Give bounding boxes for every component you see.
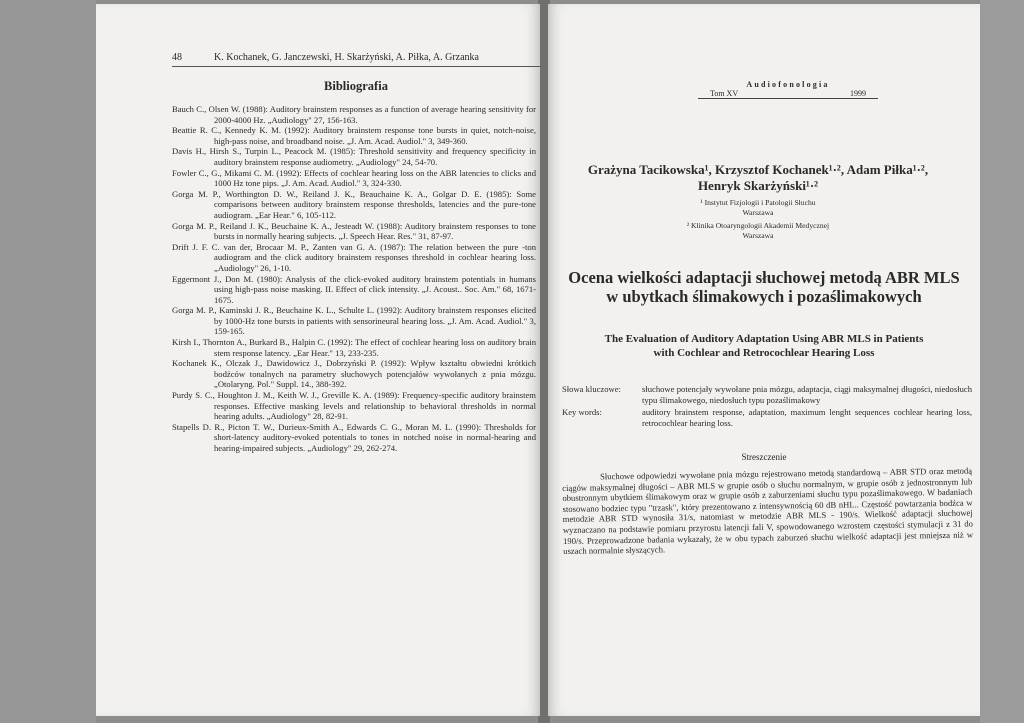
abstract-heading: Streszczenie — [741, 452, 787, 462]
keywords-pl-text: słuchowe potencjały wywołane pnia mózgu, adaptacja, ciągi maksymalnej długości, niedosłuch typu ślimakowego, niedosłuch typu pozaślimakowy — [642, 384, 972, 405]
title-pl-line-2: w ubytkach ślimakowych i pozaślimakowych — [606, 287, 922, 306]
left-page — [96, 4, 540, 716]
article-title-english — [548, 332, 980, 360]
title-en-line-1: The Evaluation of Auditory Adaptation Using ABR MLS in Patients — [604, 333, 924, 345]
abstract-text: Słuchowe odpowiedzi wywołane pnia mózgu rejestrowano metodą standardową – ABR STD oraz metodą ciągów maksymalnej długości – ABR MLS w grupie osób o słuchu normalnym, w grupie osób z jednostronnym lub obustronnym ubytkiem ślimakowym oraz w grupie osób z zaburzeniami słuchu typu pozaślimakowego. W badaniach stosowano bodziec typu "trzask", który prezentowano z intensywnością 60 dB nHL.. Częstość powtarzania bodźca w metodzie ABR STD wynosiła 31/s, natomiast w metodzie ABR MLS - 190/s. Wielkość adaptacji słuchowej wyznaczano na podstawie pomiaru przyrostu latencji fali V, spowodowanego wzrostem częstości stymulacji z 31 do 190/s. Przeprowadzone badania wykazały, że w obu typach zaburzeń słuchu wielkość adaptacji jest mniejsza niż w uszach normalnie słyszących. — [562, 465, 974, 557]
journal-volume-line — [698, 89, 878, 99]
bibliography-title: Bibliografia — [324, 79, 388, 93]
reference-item: Gorga M. P., Reiland J. K., Beuchaine K. A., Jesteadt W. (1988): Auditory brainstem responses to tone bursts in normally hearing subjects. „J. Speech Hear. Res." 31, 87-97. — [172, 220, 536, 242]
keywords-en-label: Key words: — [562, 407, 602, 418]
reference-item: Stapells D. R., Picton T. W., Durieux-Smith A., Edwards C. G., Moran M. L. (1990): Thresholds for short-latency auditory-evoked potentials to tones in notched noise in normal-hearing and hearing-impaired subjects. „Audiology" 29, 262-274. — [172, 421, 536, 453]
keywords-en-text: auditory brainstem response, adaptation, maximum lenght sequences cochlear hearing loss, retrocochlear hearing loss. — [642, 407, 972, 428]
reference-item: Fowler C., G., Mikami C. M. (1992): Effects of cochlear hearing loss on the ABR latencies to clicks and 1000 Hz tone pips. „J. Am. Acad. Audiol." 3, 324-330. — [172, 167, 536, 189]
reference-item: Eggermont J., Don M. (1980): Analysis of the click-evoked auditory brainstem potentials in humans using high-pass noise masking. II. Effect of click intensity. „J. Acoust.. Soc. Am." 68, 1671-1675. — [172, 273, 536, 305]
running-header-authors: K. Kochanek, G. Janczewski, H. Skarżyński, A. Piłka, A. Grzanka — [214, 52, 479, 63]
affiliation-1-name: ¹ Instytut Fizjologii i Patologii Słuchu — [700, 198, 816, 207]
keywords-block — [562, 384, 972, 428]
affiliation-2-name: ² Klinika Otoaryngologii Akademii Medycznej — [686, 221, 830, 231]
journal-year: 1999 — [850, 89, 866, 98]
article-title-polish — [548, 268, 980, 306]
scan-background-right — [980, 0, 1024, 723]
authors-line-1: Grażyna Tacikowska¹, Krzysztof Kochanek¹·², Adam Piłka¹·², — [587, 162, 929, 177]
journal-name: Audiofonologia — [746, 80, 830, 89]
keywords-polish — [562, 384, 972, 405]
reference-item: Davis H., Hirsh S., Turpin L., Peacock M. (1985): Threshold sensitivity and frequency specificity in auditory brainstem response audiometry. „Audiology" 24, 54-70. — [172, 146, 536, 167]
authors-line-2: Henryk Skarżyński¹·² — [697, 178, 819, 193]
journal-volume: Tom XV — [710, 89, 739, 98]
affiliation-2-city: Warszawa — [742, 230, 774, 240]
title-en-line-2: with Cochlear and Retrocochlear Hearing Loss — [653, 347, 875, 359]
right-page — [548, 4, 980, 716]
article-authors — [568, 162, 948, 194]
reference-item: Gorga M. P., Worthington D. W., Reiland J. K., Beauchaine K. A., Golgar D. E. (1985): Some comparisons between auditory brainstem response thresholds, latencies and the pure-tone audiogram. „Ear Hear." 6, 105-112. — [172, 188, 536, 220]
keywords-pl-label: Słowa kluczowe: — [562, 384, 621, 394]
affiliations — [608, 198, 908, 240]
reference-item: Kirsh I., Thornton A., Burkard B., Halpin C. (1992): The effect of cochlear hearing loss on auditory brain stem response latency. „Ear Hear." 13, 233-235. — [172, 337, 536, 358]
page-number: 48 — [172, 52, 182, 63]
running-header — [172, 52, 540, 67]
title-pl-line-1: Ocena wielkości adaptacji słuchowej metodą ABR MLS — [568, 268, 960, 287]
reference-item: Drift J. F. C. van der, Brocaar M. P., Zanten van G. A. (1987): The relation between the pure -ton audiogram and the click auditory brainstem responses threshold in cochlear hearing loss. „Audiology" 26, 1-10. — [172, 241, 536, 273]
reference-item: Gorga M. P., Kaminski J. R., Beuchaine K. L., Schulte L. (1992): Auditory brainstem responses elicited by 1000-Hz tone bursts in patients with sensorineural hearing loss. „J. Am. Acad. Audiol." 3, 159-165. — [172, 305, 536, 337]
reference-item: Beattie R. C., Kennedy K. M. (1992): Auditory brainstem response tone bursts in quiet, notch-noise, high-pass noise, and broadband noise. „J. Am. Acad. Audiol." 3, 349-360. — [172, 125, 536, 146]
reference-item: Purdy S. C., Houghton J. M., Keith W. J., Greville K. A. (1989): Frequency-specific auditory brainstem responses. Effective masking levels and relationship to behavioral thresholds in normal hearing adults. „Audiology" 28, 82-91. — [172, 390, 536, 422]
affiliation-1-city: Warszawa — [742, 207, 774, 217]
scan-background-left — [0, 0, 96, 723]
reference-item: Kochanek K., Olczak J., Dawidowicz J., Dobrzyński P. (1992): Wpływ kształtu obwiedni krótkich bodźców tonalnych na parametry słuchowych potencjałów wywołanych z pnia mózgu. „Otolaryng. Pol." Suppl. 14., 388-392. — [172, 358, 536, 390]
journal-header — [698, 80, 878, 99]
reference-list — [172, 104, 536, 454]
reference-item: Bauch C., Olsen W. (1988): Auditory brainstem responses as a function of average hearing sensitivity for 2000-4000 Hz. „Audiology" 27, 156-163. — [172, 104, 536, 125]
keywords-english — [562, 407, 972, 428]
